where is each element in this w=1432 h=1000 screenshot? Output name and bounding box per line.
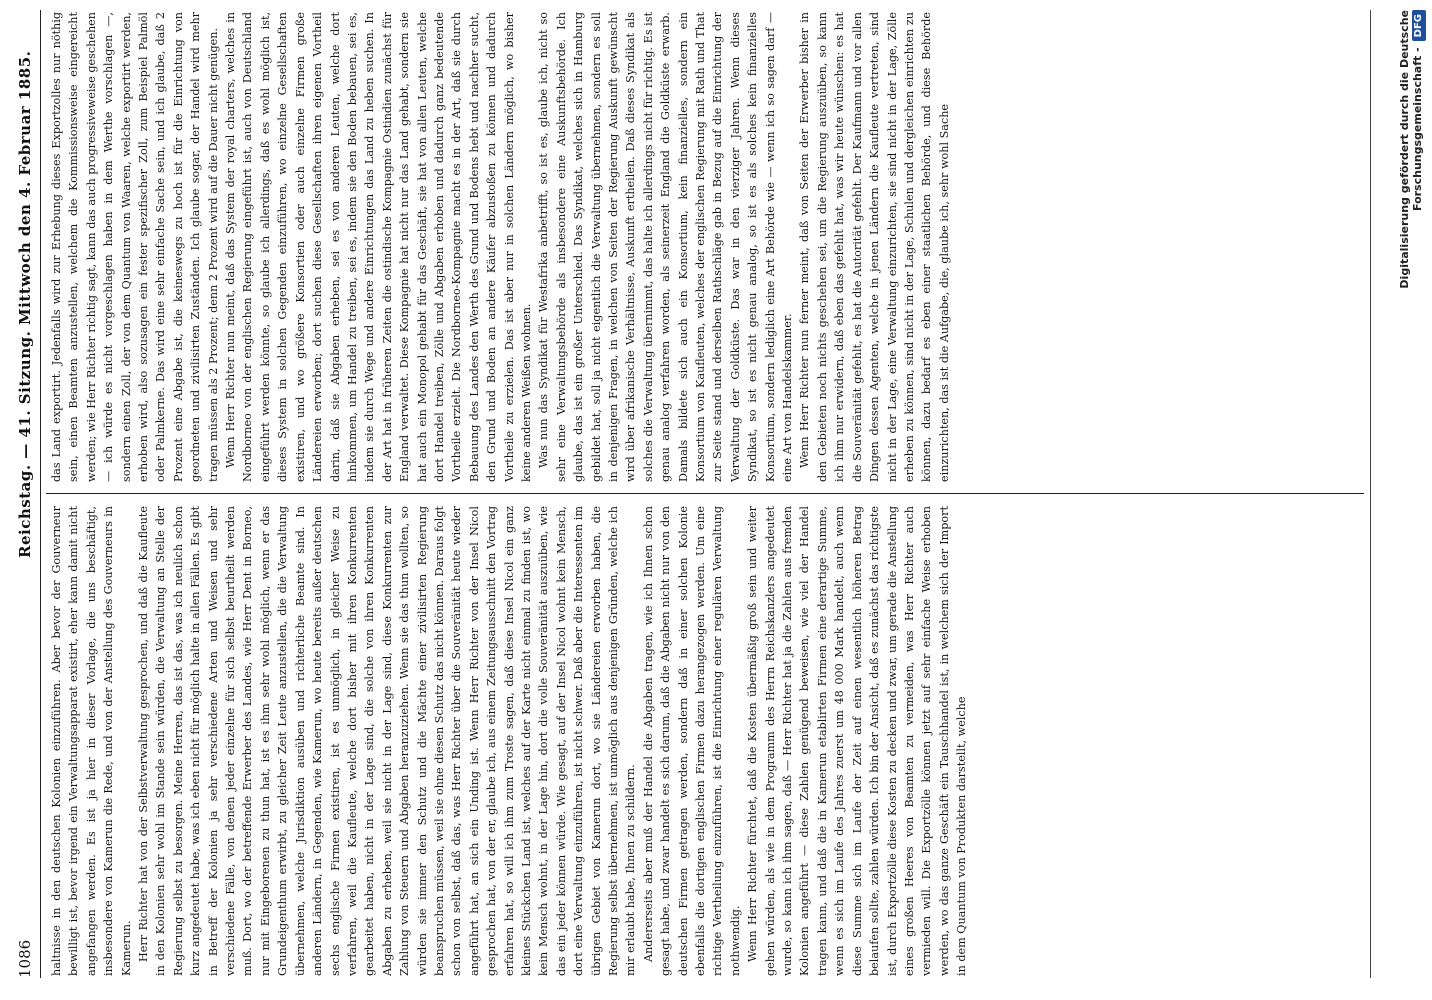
page-number: 1086 <box>16 939 34 978</box>
paragraph: Wenn Herr Richter nun meint, daß das System der royal charters, welches in Nordborneo von der englischen Regierung eingeführt ist, auch von Deutschland eingeführt werden könnte, so glaube ich allerdings, daß es wohl möglich ist, dieses System in solchen Gegenden einzuführen, wo einzelne Gesellschaften existiren, und wo größere Konsortien oder auch einzelne Firmen große Ländereien erworben; dort suchen diese Gesellschaften ihren eigenen Vortheil darin, daß sie Abgaben erheben, sei es von anderen Leuten, welche dort hinkommen, um Handel zu treiben, sei es, indem sie den Boden bebauen, sei es, indem sie durch Wege und andere Einrichtungen das Land zu heben suchen. In der Art hat in früheren Zeiten die ostindische Kompagnie Ostindien zunächst für England verwaltet. Diese Kompagnie hat nicht nur das Land gehabt, sondern sie hat auch ein Monopol gehabt für das Geschäft, sie hat von allen Leuten, welche dort Handel treiben, Zölle und Abgaben erhoben und dadurch ganz bedeutende Vortheile erzielt. Die Nordborneo-Kompagnie macht es in der Art, daß sie durch Bebauung des Landes den Werth des Grund und Bodens hebt und nachher sucht, den Grund und Boden an andere Käufer abzustoßen zu können und dadurch Vortheile zu erzielen. Das ist aber nur in solchen Ländern möglich, wo bisher keine anderen Weißen wohnen. <box>224 12 533 482</box>
running-title: Reichstag. — 41. Sitzung. Mittwoch den 4. Februar 1885. <box>16 50 34 558</box>
digitization-footer <box>1398 10 1424 400</box>
paragraph: Andererseits aber muß der Handel die Abgaben tragen, wie ich Ihnen schon gesagt habe, und zwar handelt es sich darum, daß die Abgaben nicht nur von den deutschen Firmen getragen werden, sondern daß in einer solchen Kolonie ebenfalls die dortigen englischen Firmen dazu herangezogen werden. Um eine richtige Vertheilung einzuführen, ist die Einrichtung einer regulären Verwaltung nothwendig. <box>641 506 742 976</box>
left-column <box>48 506 1364 976</box>
paragraph: Herr Richter hat von der Selbstverwaltung gesprochen, und daß die Kaufleute in den Kolonien sehr wohl im Stande sein würden, die Verwaltung an Stelle der Regierung selbst zu besorgen. Meine Herren, das ist das, was ich neulich schon kurz angedeutet habe, was ich eben nicht für möglich halte in allen Fällen. Es gibt in Betreff der Kolonien ja sehr verschiedene Arten und Weisen und sehr verschiedene Fälle, von denen jeder einzelne für sich selbst beurtheilt werden muß. Dort, wo der betreffende Erwerber des Landes, wie Herr Dent in Borneo, nur mit Eingeborenen zu thun hat, ist es ihm sehr wohl möglich, wenn er das Grundeigenthum erwirbt, zu gleicher Zeit Leute anzustellen, die die Verwaltung übernehmen, welche Jurisdiktion ausüben und richterliche Beamte sind. In anderen Ländern, in Gegenden, wie Kamerun, wo heute bereits außer deutschen sechs englische Firmen existiren, ist es unmöglich, in gleicher Weise zu verfahren, weil die Kaufleute, welche dort bisher mit ihren Konkurrenten gearbeitet haben, nicht in der Lage sind, die solche von ihren Konkurrenten Abgaben zu erheben, weil sie nicht in der Lage sind, diese Konkurrenten zur Zahlung von Steuern und Abgaben heranzuziehen. Wenn sie das thun wollten, so würden sie immer den Schutz und die Mächte einer zivilisirten Regierung beanspruchen müssen, weil sie ohne diesen Schutz das nicht können. Daraus folgt schon von selbst, daß das, was Herr Richter über die Souveränität heute wieder angeführt hat, an sich ein Unding ist. Wenn Herr Richter von der Insel Nicol gesprochen hat, von der er, glaube ich, aus einem Zeitungsausschnitt den Vortrag erfahren hat, so will ich ihm zum Troste sagen, daß diese Insel Nicol ein ganz kleines Stückchen Land ist, welches auf der Karte nicht einmal zu finden ist, wo kein Mensch wohnt, in der Lage hin, dort die volle Souveränität auszuüben, wie das ein jeder können würde. Wie gesagt, auf der Insel Nicol wohnt kein Mensch, dort eine Verwaltung einzuführen, ist nicht schwer. Daß aber die Interessenten im übrigen Gebiet von Kamerun dort, wo sie Ländereien erworben haben, die Regierung selbst übernehmen, ist unmöglich aus denjenigen Gründen, welche ich mir erlaubt habe, Ihnen zu schildern. <box>137 506 638 976</box>
dfg-logo: DFG <box>1412 10 1426 41</box>
paragraph: das Land exportirt. Jedenfalls wird zur Erhebung dieses Exportzolles nur nöthig sein, einen Beamten anzustellen, welchem die Kommissionsweise eingereicht werden; wie Herr Richter richtig sagt, kann das auch progressiveweise geschehen — ich würde es nicht vorgeschlagen haben in dem Werthe vorschlagen —, sondern einen Zoll, der von dem Quantum von Waaren, welche exportirt werden, erhoben wird, also sozusagen ein fester spezifischer Zoll, zum Beispiel Palmöl oder Palmkerne. Das wird eine sehr einfache Sache sein, und ich glaube, daß 2 Prozent eine Abgabe ist, die keineswegs zu hoch ist für die Einrichtung von geordneten und zivilisirten Zuständen. Ich glaube sogar, der Handel wird mehr tragen müssen als 2 Prozent; denn 2 Prozent wird auf die Dauer nicht genügen. <box>50 12 220 482</box>
column-divider <box>46 493 1364 494</box>
page-header <box>8 18 42 978</box>
paragraph: Wenn Herr Richter nun ferner meint, daß von Seiten der Erwerber bisher in den Gebieten noch nichts geschehen sei, um die Regierung auszuüben, so kann ich ihm nur erwidern, daß eben das gefehlt hat, was wir heute wünschen: es hat die Souveränität gefehlt, es hat die Autorität gefehlt. Der Kaufmann und vor allen Dingen dessen Agenten, welche in jenen Ländern die Kaufleute vertreten, sind nicht in der Lage, eine Verwaltung einzurichten, sie sind nicht in der Lage, Zölle erheben zu können, sind nicht in der Lage, Schulen und dergleichen einrichten zu können, dazu bedarf es eben einer staatlichen Behörde, und diese Behörde einzurichten, das ist die Aufgabe, die, glaube ich, sehr wohl Sache <box>798 12 951 482</box>
footer-text: Digitalisierung gefördert durch die Deutsche Forschungsgemeinschaft - <box>1398 10 1424 289</box>
paragraph: haltnisse in den deutschen Kolonien einzuführen. Aber bevor der Gouverneur bewilligt ist, bevor irgend ein Verwaltungsapparat existirt, eher kann damit nicht angefangen werden. Es ist ja hier in dieser Vorlage, die uns beschäftigt, insbesondere von Kamerun die Rede, und von der Anstellung des Gouverneurs in Kamerun. <box>50 506 133 976</box>
footer-rule <box>1370 10 1371 978</box>
paragraph: Wenn Herr Richter fürchtet, daß die Kosten übermäßig groß sein und weiter gehen würden, als wie in dem Programm des Herrn Reichskanzlers angedeutet wurde, so kann ich ihm sagen, daß — Herr Richter hat ja die Zahlen aus fremden Kolonien angeführt — diese Zahlen genügend beweisen, wie viel der Handel tragen kann, und daß die in Kamerun etablirten Firmen eine derartige Summe, wenn es sich im Laufe des Jahres zuerst um 48 000 Mark handelt, auch wenn diese Summe sich im Laufe der Zeit auf einen wesentlich höheren Betrag belaufen sollte, zahlen würden. Ich bin der Ansicht, daß es zunächst das richtigste ist, durch Exportzölle diese Kosten zu decken und zwar, um gerade die Anstellung eines großen Heeres von Beamten zu vermeiden, was Herr Richter auch vermieden will. Die Exportzölle können jetzt auf sehr einfache Weise erhoben werden, wo das ganze Geschäft ein Tauschhandel ist, in welchem sich der Import in dem Quantum von Produkten darstellt, welche <box>746 506 969 976</box>
paragraph: Was nun das Syndikat für Westafrika anbetrifft, so ist es, glaube ich, nicht so sehr eine Verwaltungsbehörde als insbesondere eine Auskunftsbehörde. Ich glaube, das ist ein großer Unterschied. Das Syndikat, welches sich in Hamburg gebildet hat, soll ja nicht eigentlich die Verwaltung übernehmen, sondern es soll in denjenigen Fragen, in welchen von Seiten der Regierung Auskunft gewünscht wird über afrikanische Verhältnisse, Auskunft ertheilen. Daß dieses Syndikat als solches die Verwaltung übernimmt, das halte ich allerdings nicht für richtig. Es ist genau analog verfahren worden, als seinerzeit England die Goldküste erwarb. Damals bildete sich auch ein Konsortium, kein finanzielles, sondern ein Konsortium von Kaufleuten, welches der englischen Regierung mit Rath und That zur Seite stand und derselben Rathschläge gab in Bezug auf die Einrichtung der Verwaltung der Goldküste. Das war in den vierziger Jahren. Wenn dieses Syndikat, so ist es nicht genau analog, so ist es als solches kein finanzielles Konsortium, sondern lediglich eine Art Behörde wie — wenn ich so sagen darf — eine Art von Handelskammer. <box>537 12 795 482</box>
right-column <box>48 12 1364 482</box>
header-rule <box>40 10 41 978</box>
